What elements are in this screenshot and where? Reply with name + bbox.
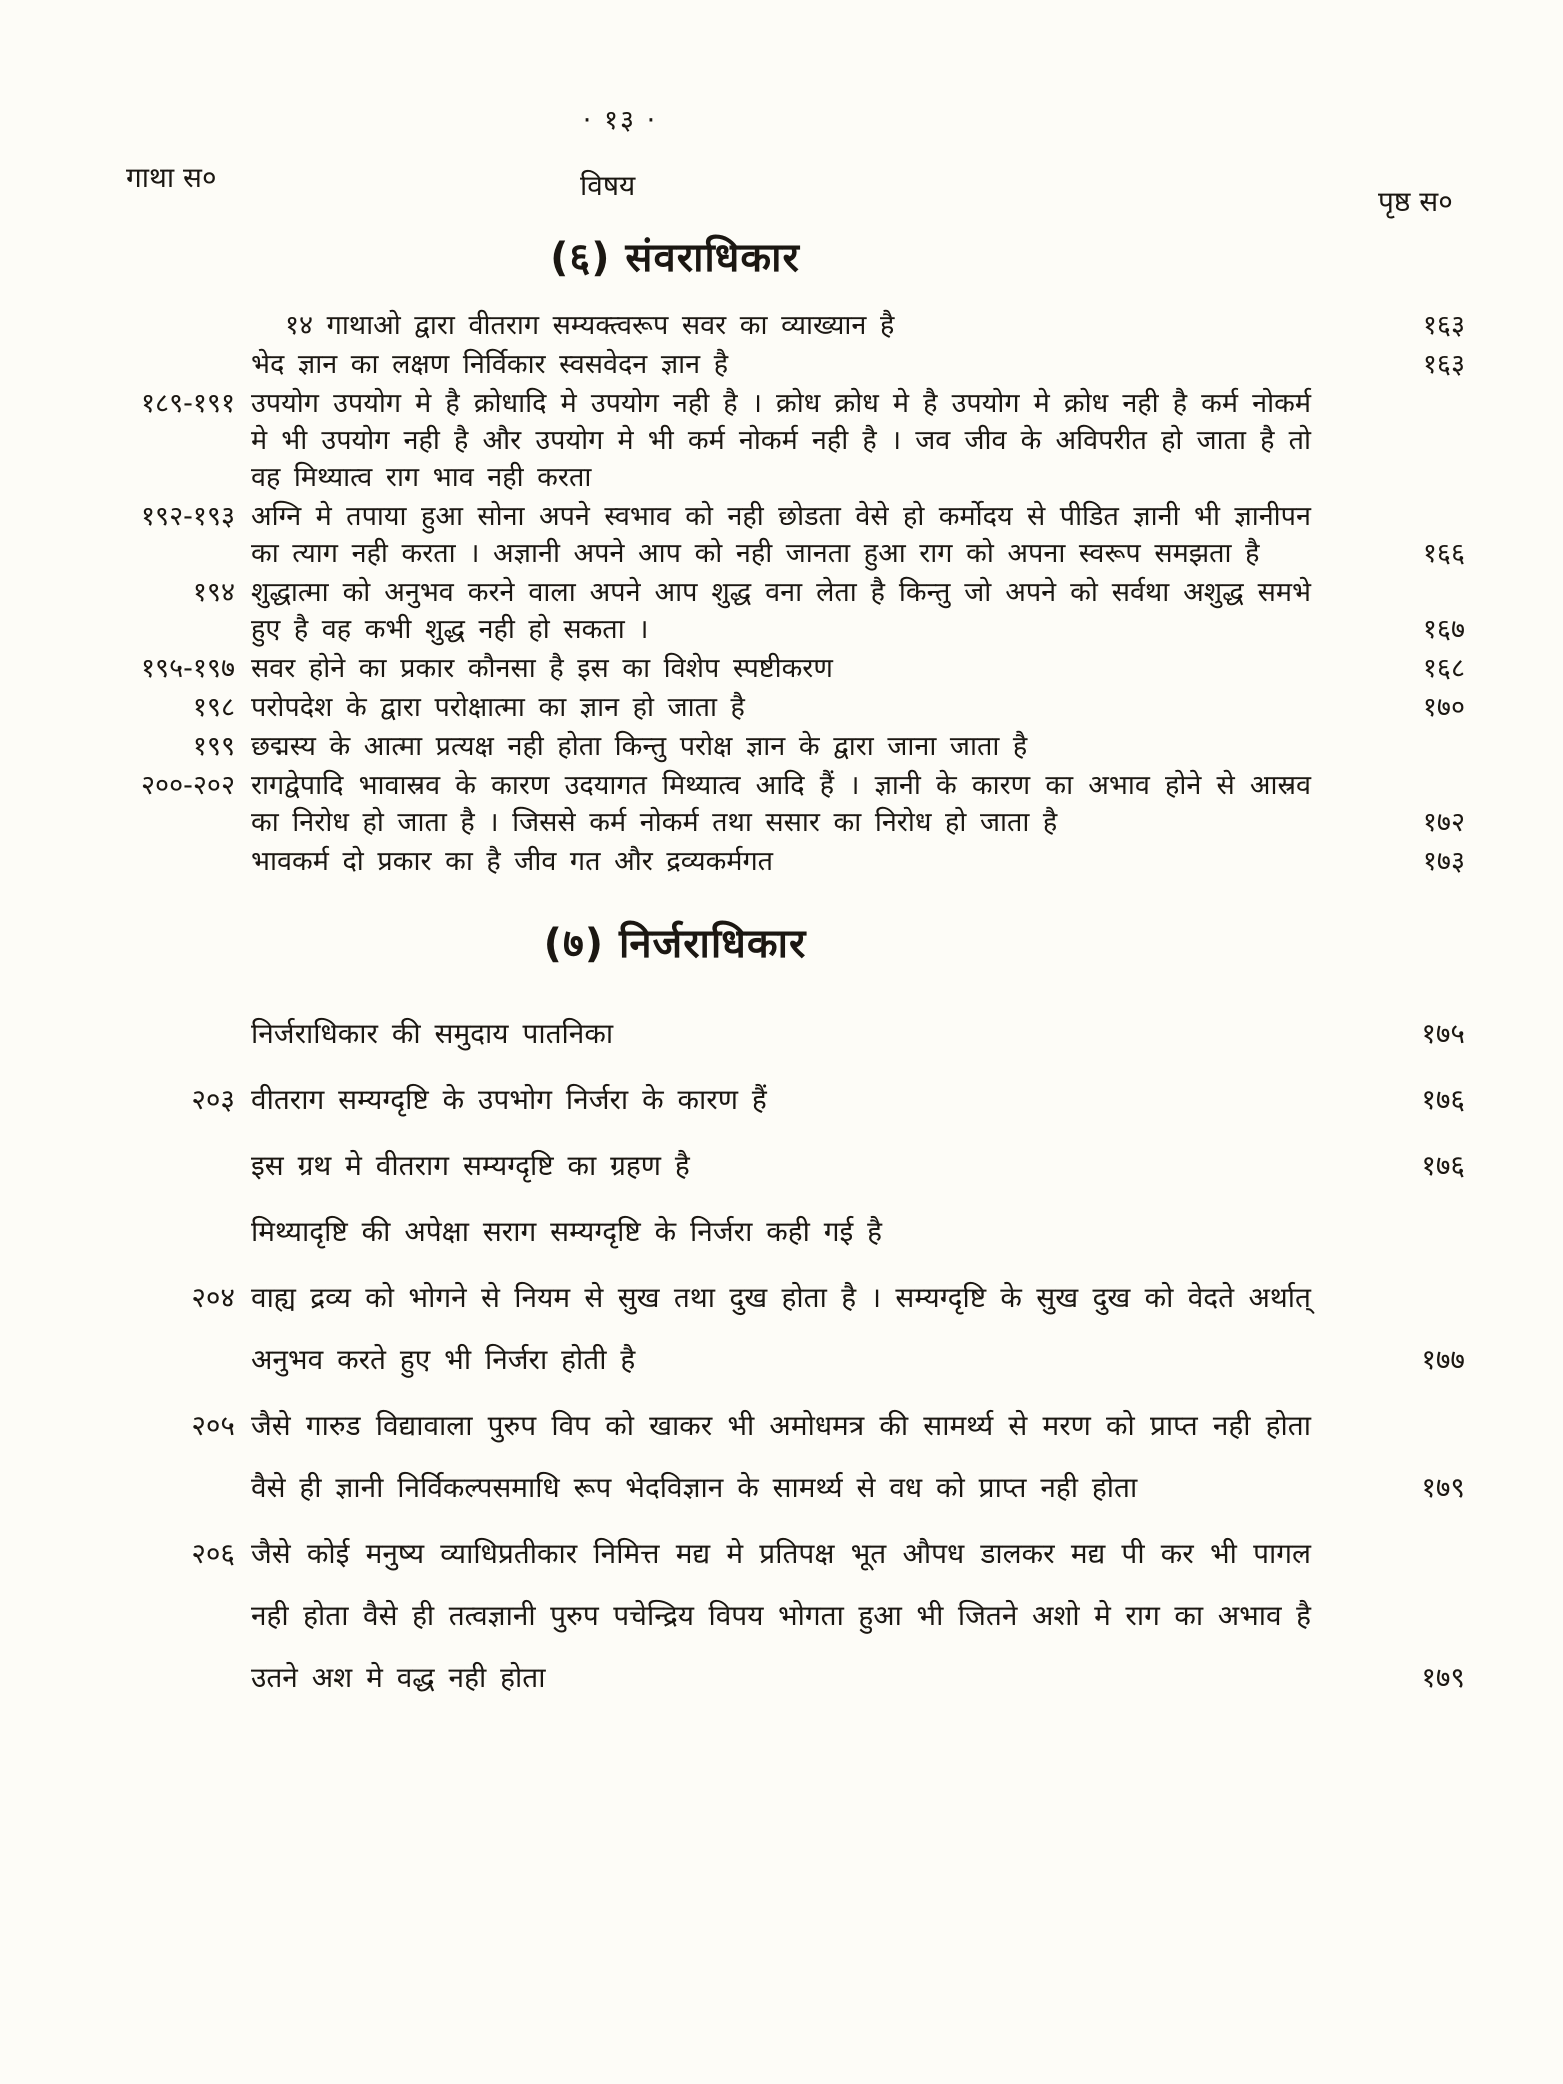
- toc-entry: [95, 1267, 1475, 1391]
- gatha-number: २०४: [191, 1281, 235, 1314]
- toc-entry: [95, 689, 1475, 726]
- toc-entry: [95, 1201, 1475, 1263]
- toc-entry: [95, 574, 1475, 648]
- page-ref: १६३: [1422, 310, 1465, 341]
- toc-entry: [95, 385, 1475, 496]
- toc-entry: [95, 843, 1475, 880]
- entry-text: अग्नि मे तपाया हुआ सोना अपने स्वभाव को नही छोडता वेसे हो कर्मोदय से पीडित ज्ञानी भी ज्ञानीपन का त्याग नही करता । अज्ञानी अपने आप को नही जानता हुआ राग को अपना स्वरूप समझता है: [251, 501, 1311, 569]
- page-ref: १७५: [1421, 1017, 1465, 1050]
- entry-text: छद्मस्य के आत्मा प्रत्यक्ष नही होता किन्तु परोक्ष ज्ञान के द्वारा जाना जाता है: [251, 731, 1028, 762]
- entry-text: भेद ज्ञान का लक्षण निर्विकार स्वसवेदन ज्ञान है: [251, 349, 729, 380]
- entry-text: इस ग्रथ मे वीतराग सम्यग्दृष्टि का ग्रहण है: [251, 1149, 690, 1182]
- page-ref: १७६: [1421, 1083, 1465, 1116]
- toc-entry: [95, 1069, 1475, 1131]
- entry-text: १४ गाथाओ द्वारा वीतराग सम्यक्त्वरूप सवर का व्याख्यान है: [285, 310, 895, 341]
- toc-content: [95, 214, 1475, 1713]
- section-nirjara: [95, 914, 1475, 1709]
- gatha-number: १९९: [192, 731, 235, 762]
- toc-entry: [95, 498, 1475, 572]
- toc-entry: [95, 650, 1475, 687]
- gatha-number: १९२-१९३: [141, 501, 235, 532]
- page-ref: १६३: [1422, 349, 1465, 380]
- gatha-number: २०६: [191, 1537, 235, 1570]
- toc-entry: [95, 767, 1475, 841]
- toc-entry: [95, 728, 1475, 765]
- gatha-number: १९५-१९७: [141, 653, 235, 684]
- toc-entry: [95, 1395, 1475, 1519]
- page-ref: १७९: [1421, 1661, 1465, 1694]
- header-gatha-col-label: गाथा स०: [126, 161, 217, 194]
- toc-entry: [95, 346, 1475, 383]
- entry-text: मिथ्यादृष्टि की अपेक्षा सराग सम्यग्दृष्टि के निर्जरा कही गई है: [251, 1215, 883, 1248]
- entry-text: निर्जराधिकार की समुदाय पातनिका: [251, 1017, 614, 1050]
- toc-entry: [95, 307, 1475, 344]
- page-ref: १७६: [1421, 1149, 1465, 1182]
- toc-entry: [95, 1003, 1475, 1065]
- entry-text: उपयोग उपयोग मे है क्रोधादि मे उपयोग नही है । क्रोध क्रोध मे है उपयोग मे क्रोध नही है कर्म नोकर्म मे भी उपयोग नही है और उपयोग मे भी कर्म नोकर्म नही है । जव जीव के अविपरीत हो जाता है तो वह मिथ्यात्व राग भाव नही करता: [251, 388, 1312, 493]
- gatha-number: १८९-१९१: [141, 388, 235, 419]
- page-ref: १६७: [1422, 614, 1465, 645]
- page-ref: १७७: [1421, 1343, 1465, 1376]
- gatha-number: २०३: [191, 1083, 235, 1116]
- page-ref: १६८: [1422, 653, 1465, 684]
- entry-text: रागद्वेपादि भावास्रव के कारण उदयागत मिथ्यात्व आदि हैं । ज्ञानी के कारण का अभाव होने से आस्रव का निरोध हो जाता है । जिससे कर्म नोकर्म तथा ससार का निरोध हो जाता है: [251, 770, 1311, 838]
- entry-text: सवर होने का प्रकार कौनसा है इस का विशेप स्पष्टीकरण: [251, 653, 833, 684]
- gatha-number: २०५: [191, 1409, 235, 1442]
- entry-text: जैसे गारुड विद्यावाला पुरुप विप को खाकर भी अमोधमत्र की सामर्थ्य से मरण को प्राप्त नही होता वैसे ही ज्ञानी निर्विकल्पसमाधि रूप भेदविज्ञान के सामर्थ्य से वध को प्राप्त नही होता: [251, 1409, 1311, 1504]
- page-ref: १७०: [1422, 692, 1465, 723]
- entry-text: वीतराग सम्यग्दृष्टि के उपभोग निर्जरा के कारण हैं: [251, 1083, 767, 1116]
- page-ref: १७२: [1422, 807, 1465, 838]
- entry-text: जैसे कोई मनुष्य व्याधिप्रतीकार निमित्त मद्य मे प्रतिपक्ष भूत औपध डालकर मद्य पी कर भी पागल नही होता वैसे ही तत्वज्ञानी पुरुप पचेन्द्रिय विपय भोगता हुआ भी जितने अशो मे राग का अभाव है उतने अश मे वद्ध नही होता: [251, 1537, 1311, 1694]
- header-subject-col-label: विषय: [580, 169, 636, 202]
- section-title: (६) संवराधिकार: [550, 235, 800, 281]
- gatha-number: १९८: [192, 692, 235, 723]
- page-ref: १६६: [1422, 538, 1465, 569]
- page-number: · १३ ·: [582, 105, 658, 136]
- page-ref: १७३: [1422, 846, 1465, 877]
- section-samvara: [95, 228, 1475, 880]
- toc-entry: [95, 1135, 1475, 1197]
- entry-text: शुद्धात्मा को अनुभव करने वाला अपने आप शुद्ध वना लेता है किन्तु जो अपने को सर्वथा अशुद्ध समभे हुए है वह कभी शुद्ध नही हो सकता ।: [251, 577, 1311, 645]
- toc-entry: [95, 1523, 1475, 1709]
- entry-text: भावकर्म दो प्रकार का है जीव गत और द्रव्यकर्मगत: [251, 846, 774, 877]
- entry-text: वाह्य द्रव्य को भोगने से नियम से सुख तथा दुख होता है । सम्यग्दृष्टि के सुख दुख को वेदते अर्थात् अनुभव करते हुए भी निर्जरा होती है: [251, 1281, 1311, 1376]
- page-ref: १७९: [1421, 1471, 1465, 1504]
- entry-text: परोपदेश के द्वारा परोक्षात्मा का ज्ञान हो जाता है: [251, 692, 745, 723]
- section-title: (७) निर्जराधिकार: [543, 921, 807, 967]
- header-page-col-label: पृष्ठ स०: [1378, 185, 1453, 218]
- gatha-number: १९४: [192, 577, 235, 608]
- gatha-number: २००-२०२: [141, 770, 235, 801]
